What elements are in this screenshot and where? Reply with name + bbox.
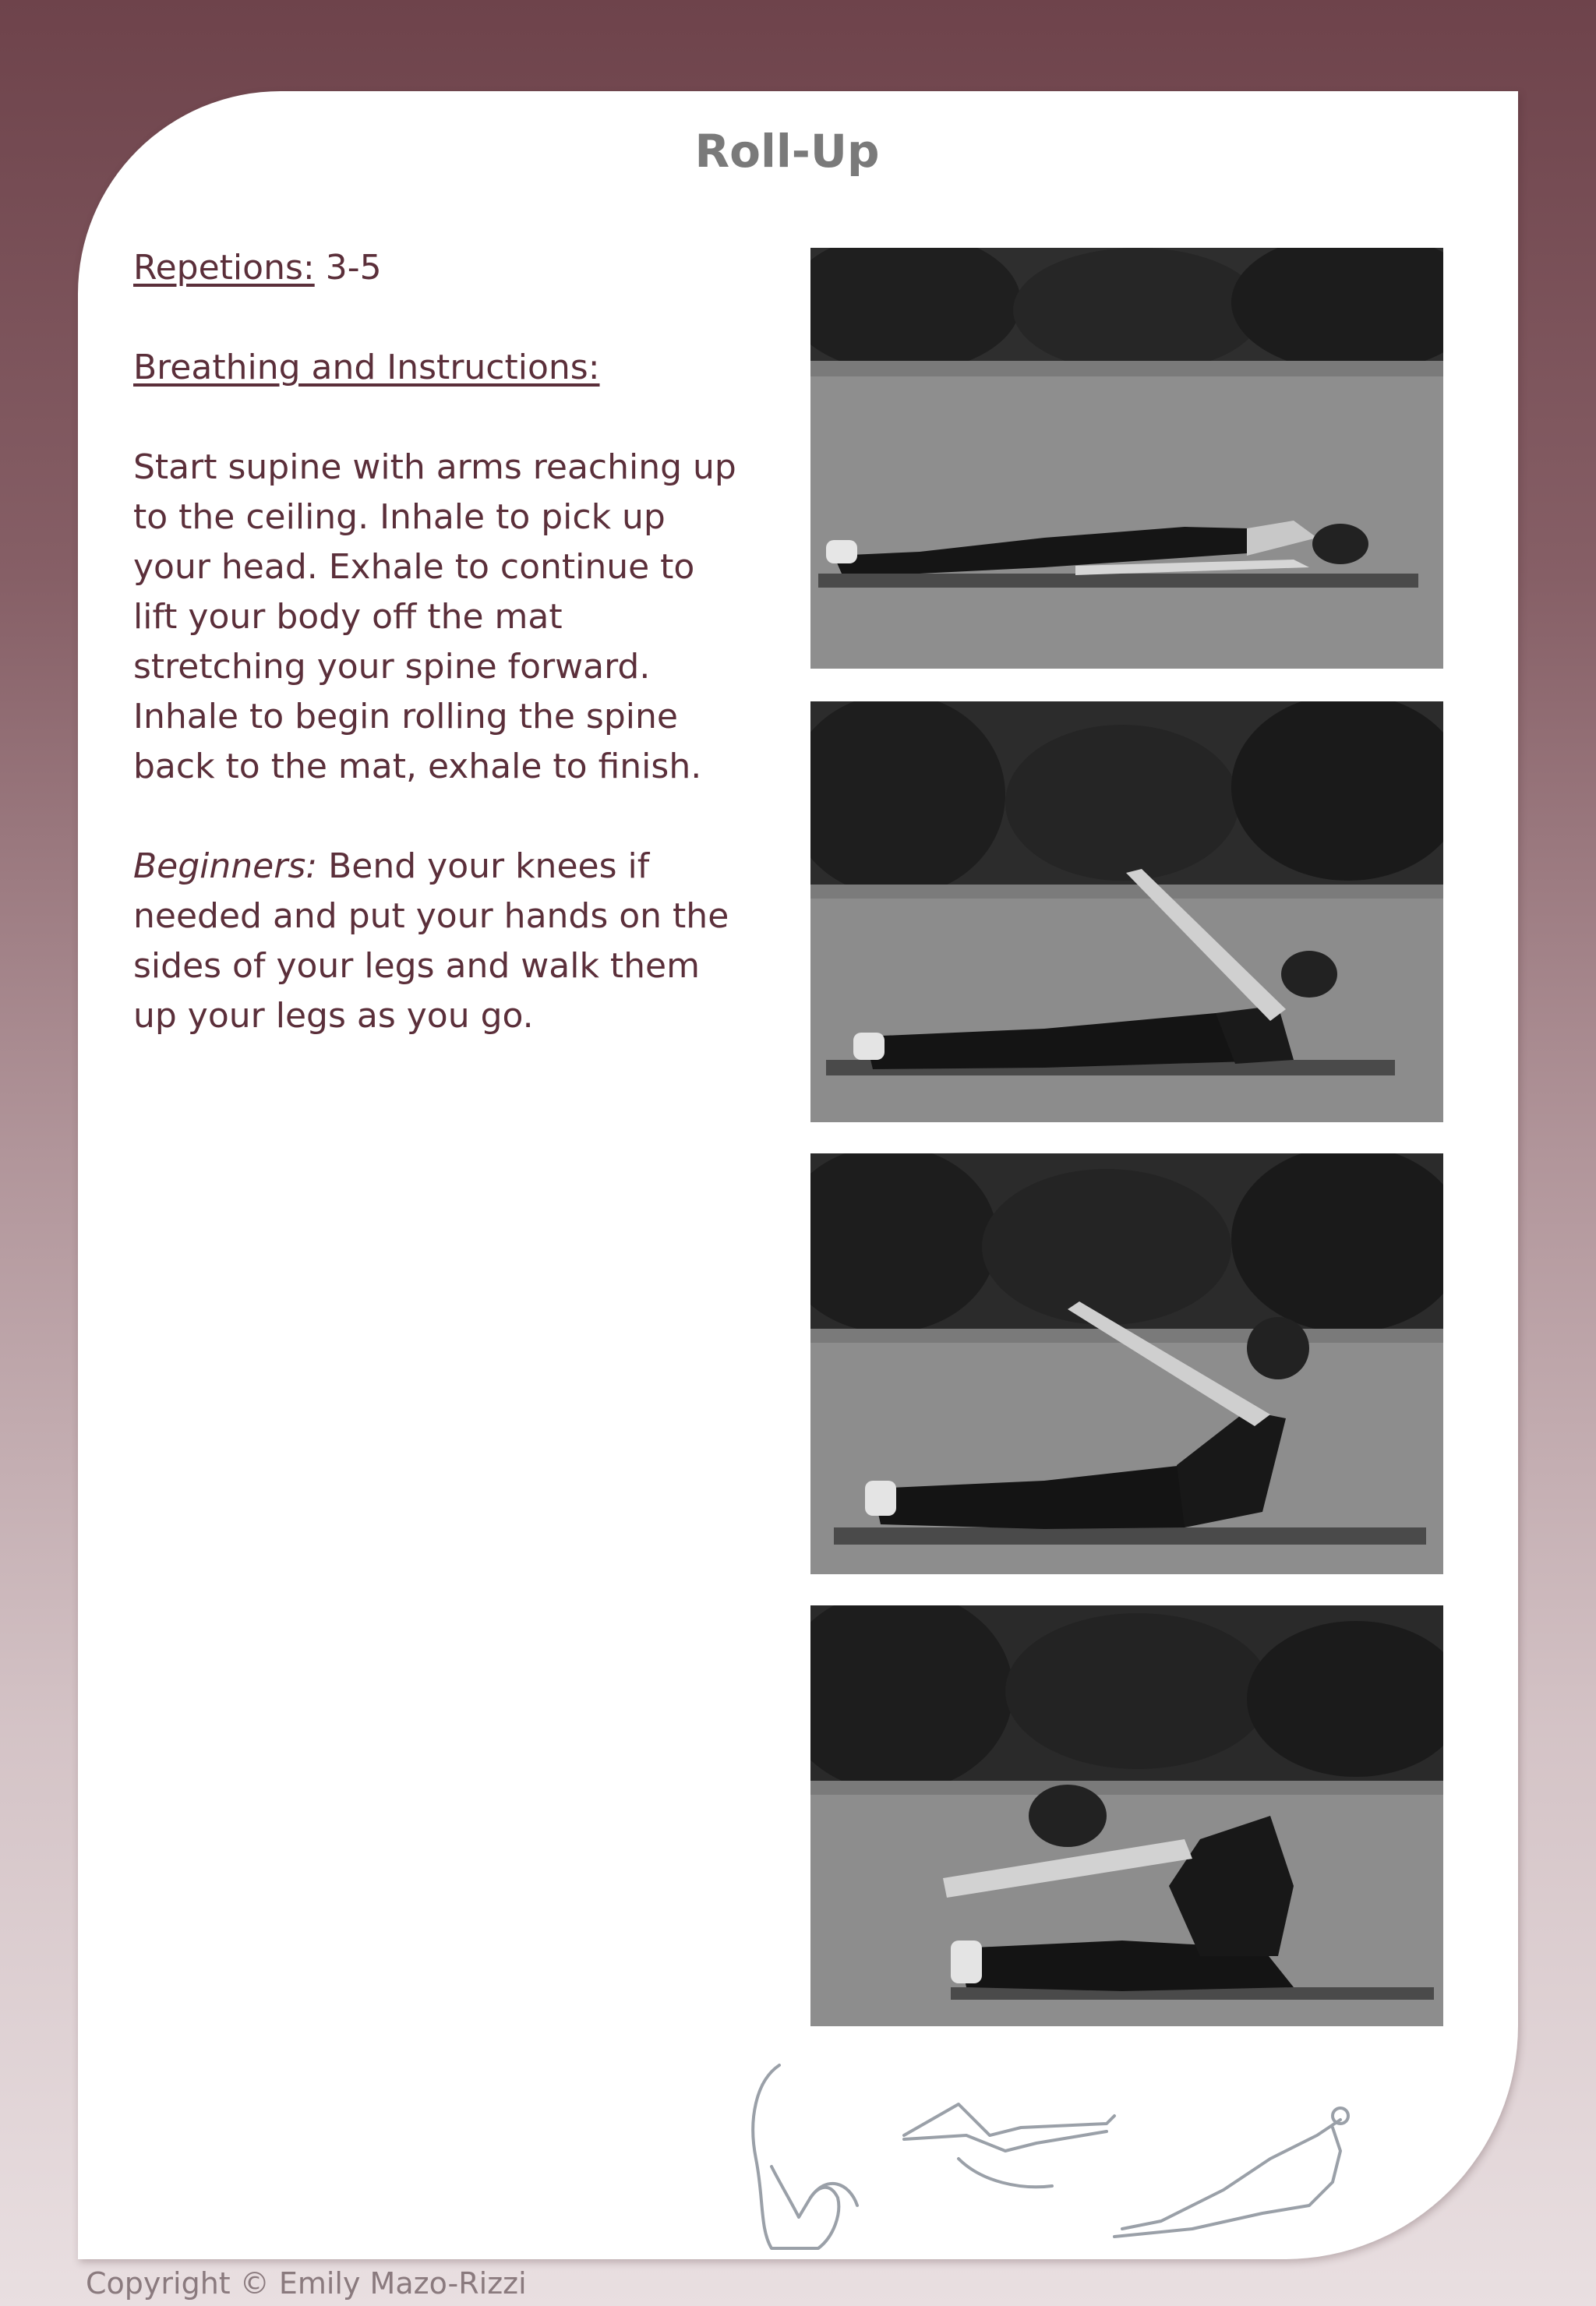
page-title: Roll-Up: [694, 125, 880, 178]
repetitions-value: 3-5: [325, 248, 382, 288]
pilates-sketches: [725, 2050, 1364, 2260]
beginners-line: [133, 842, 757, 892]
instruction-line: Inhale to begin rolling the spine: [133, 697, 678, 736]
exercise-photo-rolling-up: [810, 1153, 1443, 1574]
repetitions-label: Repetions:: [133, 248, 315, 288]
instruction-line: stretching your spine forward.: [133, 647, 651, 687]
repetitions-line: [133, 243, 757, 293]
instruction-line: back to the mat, exhale to finish.: [133, 747, 702, 786]
instruction-line: to the ceiling. Inhale to pick up: [133, 497, 666, 537]
exercise-photo-lift-head: [810, 701, 1443, 1122]
instructions-column: [133, 243, 757, 1041]
instruction-line: your head. Exhale to continue to: [133, 547, 695, 587]
exercise-photo-stretch-forward: [810, 1605, 1443, 2026]
instruction-line: lift your body off the mat: [133, 597, 563, 637]
instruction-line: Start supine with arms reaching up: [133, 447, 736, 487]
beginners-label: Beginners:: [133, 846, 318, 886]
beginners-line: sides of your legs and walk them: [133, 946, 700, 986]
beginners-line: needed and put your hands on the: [133, 896, 729, 936]
instructions-heading: Breathing and Instructions:: [133, 348, 600, 387]
exercise-photo-supine: [810, 248, 1443, 669]
beginners-first-line: Bend your knees if: [328, 846, 650, 886]
beginners-line: up your legs as you go.: [133, 996, 534, 1036]
copyright-text: Copyright © Emily Mazo-Rizzi: [86, 2266, 527, 2301]
